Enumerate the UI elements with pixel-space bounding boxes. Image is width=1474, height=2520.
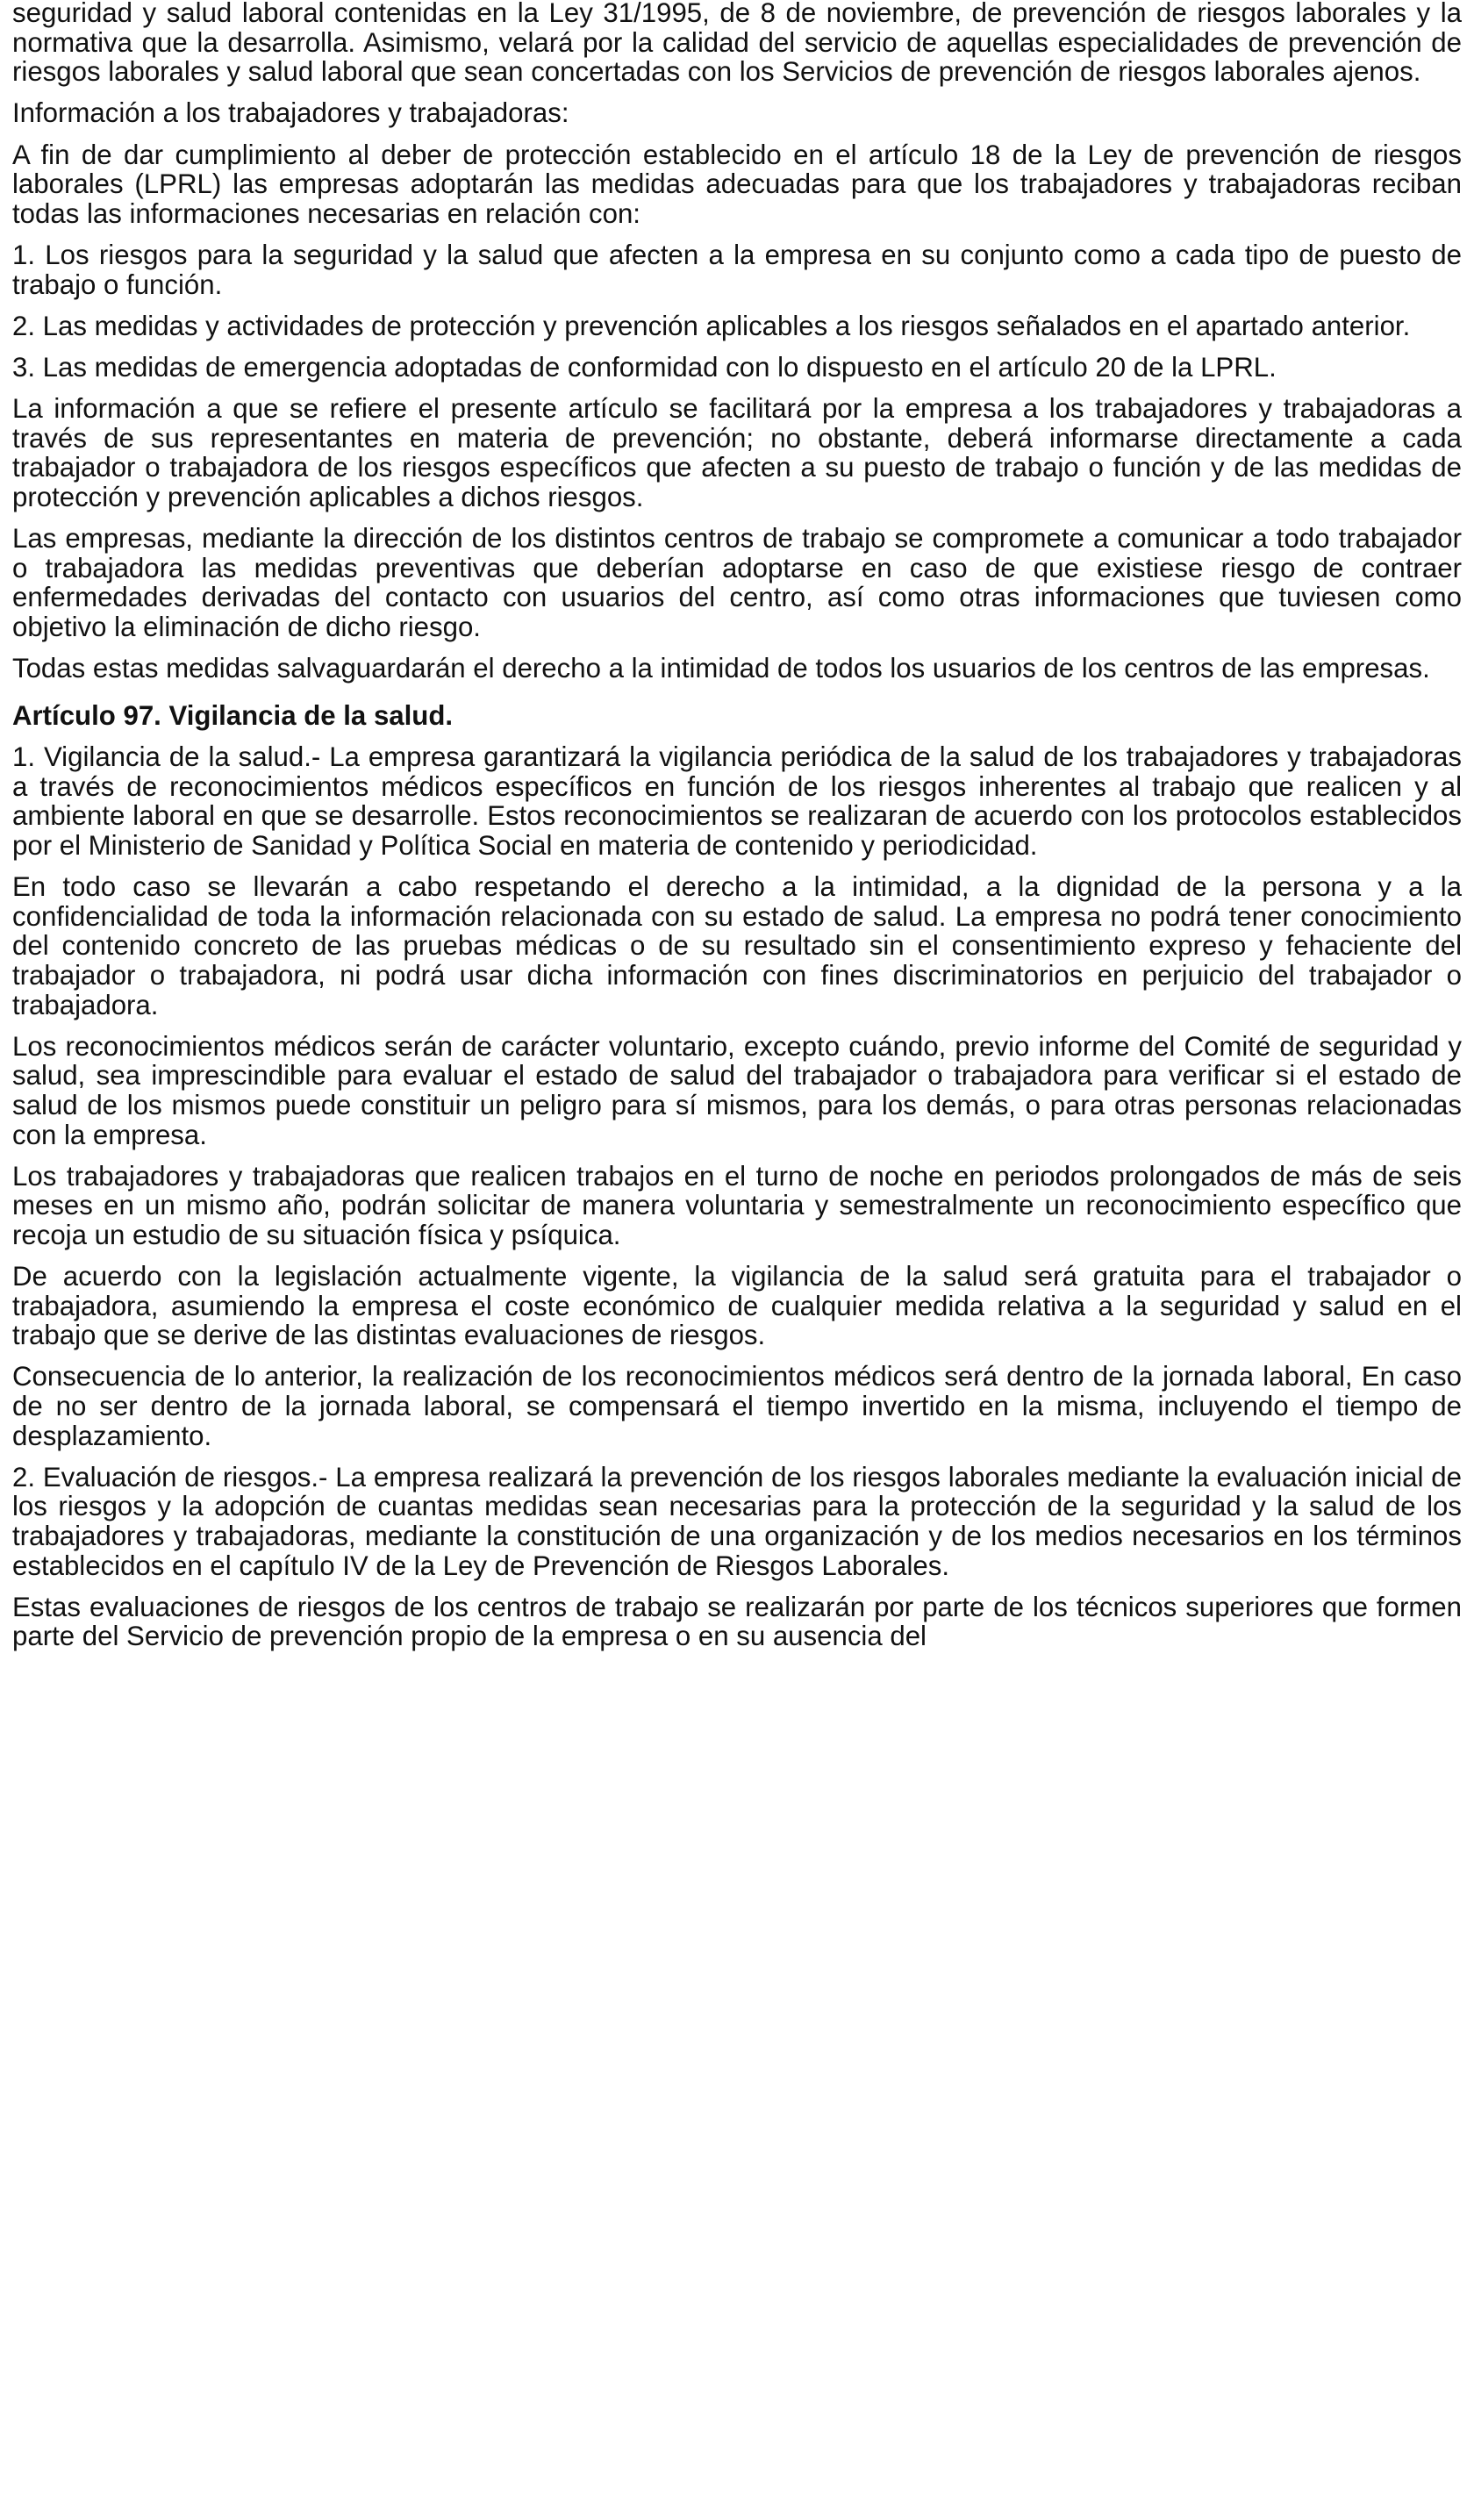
paragraph-information-duty: A fin de dar cumplimiento al deber de protección establecido en el artículo 18 de la Ley de prevención de riesgos laborales (LPRL) las empresas adoptarán las medidas adecuadas para que los trabajadores y trabajadoras reciban todas las informaciones necesarias en relación con:	[12, 139, 1462, 229]
paragraph-health-surveillance: 1. Vigilancia de la salud.- La empresa garantizará la vigilancia periódica de la salud de los trabajadores y trabajadoras a través de reconocimientos médicos específicos en función de los riesgos inherentes al trabajo que realicen y al ambiente laboral en que se desarrolle. Estos reconocimientos se realizaran de acuerdo con los protocolos establecidos por el Ministerio de Sanidad y Política Social en materia de contenido y periodicidad.	[12, 741, 1462, 861]
paragraph-confidentiality: En todo caso se llevarán a cabo respetando el derecho a la intimidad, a la dignidad de la persona y a la confidencialidad de toda la información relacionada con su estado de salud. La empresa no podrá tener conocimiento del contenido concreto de las pruebas médicas o de su resultado sin el consentimiento expreso y fehaciente del trabajador o trabajadora, ni podrá usar dicha información con fines discriminatorios en perjuicio del trabajador o trabajadora.	[12, 871, 1462, 1020]
paragraph-information-delivery: La información a que se refiere el presente artículo se facilitará por la empresa a los trabajadores y trabajadoras a través de sus representantes en materia de prevención; no obstante, deberá informarse directamente a cada trabajador o trabajadora de los riesgos específicos que afecten a su puesto de trabajo o función y de las medidas de protección y prevención aplicables a dichos riesgos.	[12, 393, 1462, 512]
document-page	[12, 0, 1462, 1664]
paragraph-night-shift: Los trabajadores y trabajadoras que realicen trabajos en el turno de noche en periodos prolongados de más de seis meses en un mismo año, podrán solicitar de manera voluntaria y semestralmente un reconocimiento específico que recoja un estudio de su situación física y psíquica.	[12, 1160, 1462, 1250]
list-item-1-risks: 1. Los riesgos para la seguridad y la salud que afecten a la empresa en su conjunto como a cada tipo de puesto de trabajo o función.	[12, 239, 1462, 300]
paragraph-company-communication: Las empresas, mediante la dirección de los distintos centros de trabajo se compromete a comunicar a todo trabajador o trabajadora las medidas preventivas que deberían adoptarse en caso de que existiese riesgo de contraer enfermedades derivadas del contacto con usuarios del centro, así como otras informaciones que tuviesen como objetivo la eliminación de dicho riesgo.	[12, 523, 1462, 642]
list-item-3-emergency: 3. Las medidas de emergencia adoptadas de conformidad con lo dispuesto en el artículo 20 de la LPRL.	[12, 351, 1277, 383]
list-item-2-measures: 2. Las medidas y actividades de protección y prevención aplicables a los riesgos señalados en el apartado anterior.	[12, 310, 1411, 341]
paragraph-intro-continuation: seguridad y salud laboral contenidas en la Ley 31/1995, de 8 de noviembre, de prevención de riesgos laborales y la normativa que la desarrolla. Asimismo, velará por la calidad del servicio de aquellas especialidades de prevención de riesgos laborales y salud laboral que sean concertadas con los Servicios de prevención de riesgos laborales ajenos.	[12, 0, 1462, 88]
paragraph-working-hours: Consecuencia de lo anterior, la realización de los reconocimientos médicos será dentro de la jornada laboral, En caso de no ser dentro de la jornada laboral, se compensará el tiempo invertido en la misma, incluyendo el tiempo de desplazamiento.	[12, 1361, 1462, 1451]
paragraph-free-surveillance: De acuerdo con la legislación actualmente vigente, la vigilancia de la salud será gratuita para el trabajador o trabajadora, asumiendo la empresa el coste económico de cualquier medida relativa a la seguridad y salud en el trabajo que se derive de las distintas evaluaciones de riesgos.	[12, 1261, 1462, 1351]
paragraph-evaluation-technicians: Estas evaluaciones de riesgos de los centros de trabajo se realizarán por parte de los técnicos superiores que formen parte del Servicio de prevención propio de la empresa o en su ausencia del	[12, 1591, 1462, 1652]
paragraph-information-heading: Información a los trabajadores y trabajadoras:	[12, 97, 569, 129]
paragraph-voluntary-exams: Los reconocimientos médicos serán de carácter voluntario, excepto cuándo, previo informe del Comité de seguridad y salud, sea imprescindible para evaluar el estado de salud del trabajador o trabajadora para verificar si el estado de salud de los mismos puede constituir un peligro para sí mismos, para los demás, o para otras personas relacionadas con la empresa.	[12, 1030, 1462, 1150]
paragraph-risk-evaluation: 2. Evaluación de riesgos.- La empresa realizará la prevención de los riesgos laborales mediante la evaluación inicial de los riesgos y la adopción de cuantas medidas sean necesarias para la protección de la seguridad y la salud de los trabajadores y trabajadoras, mediante la constitución de una organización y de los medios necesarios en los términos establecidos en el capítulo IV de la Ley de Prevención de Riesgos Laborales.	[12, 1461, 1462, 1581]
paragraph-privacy: Todas estas medidas salvaguardarán el derecho a la intimidad de todos los usuarios de los centros de las empresas.	[12, 653, 1430, 684]
article-heading: Artículo 97. Vigilancia de la salud.	[12, 699, 454, 731]
